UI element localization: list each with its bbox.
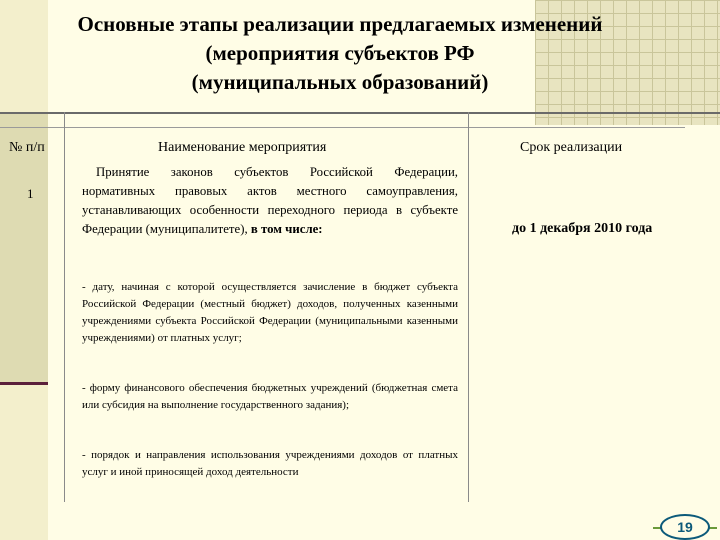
table-top-border	[0, 112, 720, 114]
header-top-rule	[0, 127, 685, 128]
page-number-badge	[660, 514, 710, 540]
header-num: № п/п	[9, 140, 45, 155]
measure-item-3: - порядок и направления использования учреждениями доходов от платных услуг и иной приносящей доход деятельности	[82, 449, 458, 478]
deadline-value: до 1 декабря 2010 года	[512, 221, 653, 236]
title-line-1: Основные этапы реализации предлагаемых изменений	[77, 12, 603, 36]
row-number: 1	[27, 186, 34, 201]
measure-bold-tail: в том числе:	[250, 222, 323, 236]
measure-description	[82, 163, 458, 239]
page-number: 19	[677, 519, 693, 535]
header-name: Наименование мероприятия	[158, 140, 327, 155]
sidebar-accent-line	[0, 382, 48, 385]
measure-item-2: - форму финансового обеспечения бюджетных учреждений (бюджетная смета или субсидия на выполнение государственного задания);	[82, 382, 458, 411]
measure-lead: Принятие законов субъектов Российской Федерации, нормативных правовых актов местного самоуправления, устанавливающих особенности переходного периода в субъекте Федерации (муниципалитете),	[82, 165, 458, 236]
title-line-3: (муниципальных образований)	[191, 70, 489, 94]
header-term: Срок реализации	[520, 140, 623, 155]
column-divider-2	[468, 112, 469, 502]
measure-item-1: - дату, начиная с которой осуществляется зачисление в бюджет субъекта Российской Федерации (местный бюджет) доходов, полученных казенными учреждениями субъекта Российской Федерации (муниципальными казенными учреждениями) от платных услуг;	[82, 281, 458, 344]
title-line-2: (мероприятия субъектов РФ	[205, 41, 475, 65]
column-divider-1	[64, 112, 65, 502]
slide-title	[40, 10, 640, 97]
